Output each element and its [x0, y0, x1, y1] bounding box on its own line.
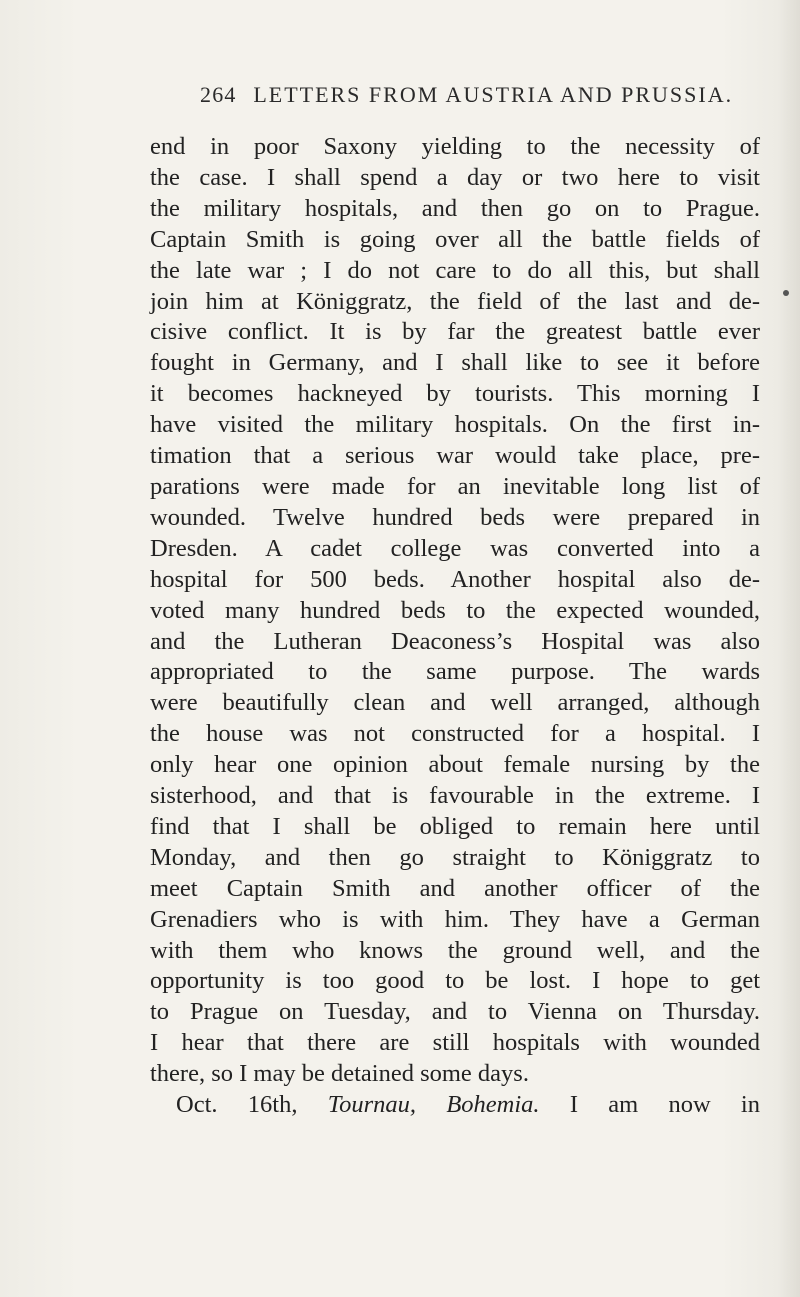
text-line: opportunity is too good to be lost. I hope to get — [150, 967, 760, 995]
text-line: find that I shall be obliged to remain here until — [150, 812, 760, 840]
text-line: meet Captain Smith and another officer of the — [150, 874, 760, 902]
entry-date: Oct. 16th, — [176, 1091, 298, 1119]
text-line: the case. I shall spend a day or two here to visit — [150, 163, 760, 191]
text-line: the military hospitals, and then go on to Prague. — [150, 194, 760, 222]
body-text — [150, 132, 760, 1121]
text-line: were beautifully clean and well arranged, although — [150, 689, 760, 717]
text-line: with them who knows the ground well, and the — [150, 936, 760, 964]
entry-continuation: I am now in — [569, 1091, 760, 1119]
text-line: Captain Smith is going over all the battle fields of — [150, 225, 760, 253]
text-line: Grenadiers who is with him. They have a German — [150, 905, 760, 933]
entry-place: Tournau, Bohemia. — [327, 1091, 540, 1119]
text-line: sisterhood, and that is favourable in the extreme. I — [150, 782, 760, 810]
text-line: have visited the military hospitals. On the first in- — [150, 411, 760, 439]
page-header — [200, 82, 733, 108]
text-line: join him at Königgratz, the field of the last and de- — [150, 287, 760, 315]
text-line: hospital for 500 beds. Another hospital also de- — [150, 565, 760, 593]
text-line: timation that a serious war would take place, pre- — [150, 442, 760, 470]
dated-entry-line — [150, 1090, 760, 1121]
text-line: Monday, and then go straight to Königgratz to — [150, 843, 760, 871]
margin-ink-mark — [783, 290, 789, 296]
text-line: and the Lutheran Deaconess’s Hospital was also — [150, 627, 760, 655]
text-line: wounded. Twelve hundred beds were prepared in — [150, 503, 760, 531]
text-line: only hear one opinion about female nursing by the — [150, 751, 760, 779]
text-line: Dresden. A cadet college was converted into a — [150, 534, 760, 562]
text-line: parations were made for an inevitable long list of — [150, 472, 760, 500]
page-number: 264 — [200, 82, 237, 107]
text-line: the house was not constructed for a hospital. I — [150, 720, 760, 748]
text-line: I hear that there are still hospitals with wounded — [150, 1029, 760, 1057]
text-line: fought in Germany, and I shall like to see it before — [150, 349, 760, 377]
text-line: it becomes hackneyed by tourists. This morning I — [150, 380, 760, 408]
text-line: the late war ; I do not care to do all this, but shall — [150, 256, 760, 284]
text-line: end in poor Saxony yielding to the necessity of — [150, 133, 760, 160]
paragraph-end-line: there, so I may be detained some days. — [150, 1060, 529, 1088]
running-head: LETTERS FROM AUSTRIA AND PRUSSIA. — [253, 82, 734, 107]
page-edge-shadow — [778, 0, 800, 1297]
text-line: appropriated to the same purpose. The wards — [150, 658, 760, 686]
text-line: voted many hundred beds to the expected wounded, — [150, 596, 760, 624]
text-line: to Prague on Tuesday, and to Vienna on Thursday. — [150, 998, 760, 1026]
text-line: cisive conflict. It is by far the greatest battle ever — [150, 318, 760, 346]
